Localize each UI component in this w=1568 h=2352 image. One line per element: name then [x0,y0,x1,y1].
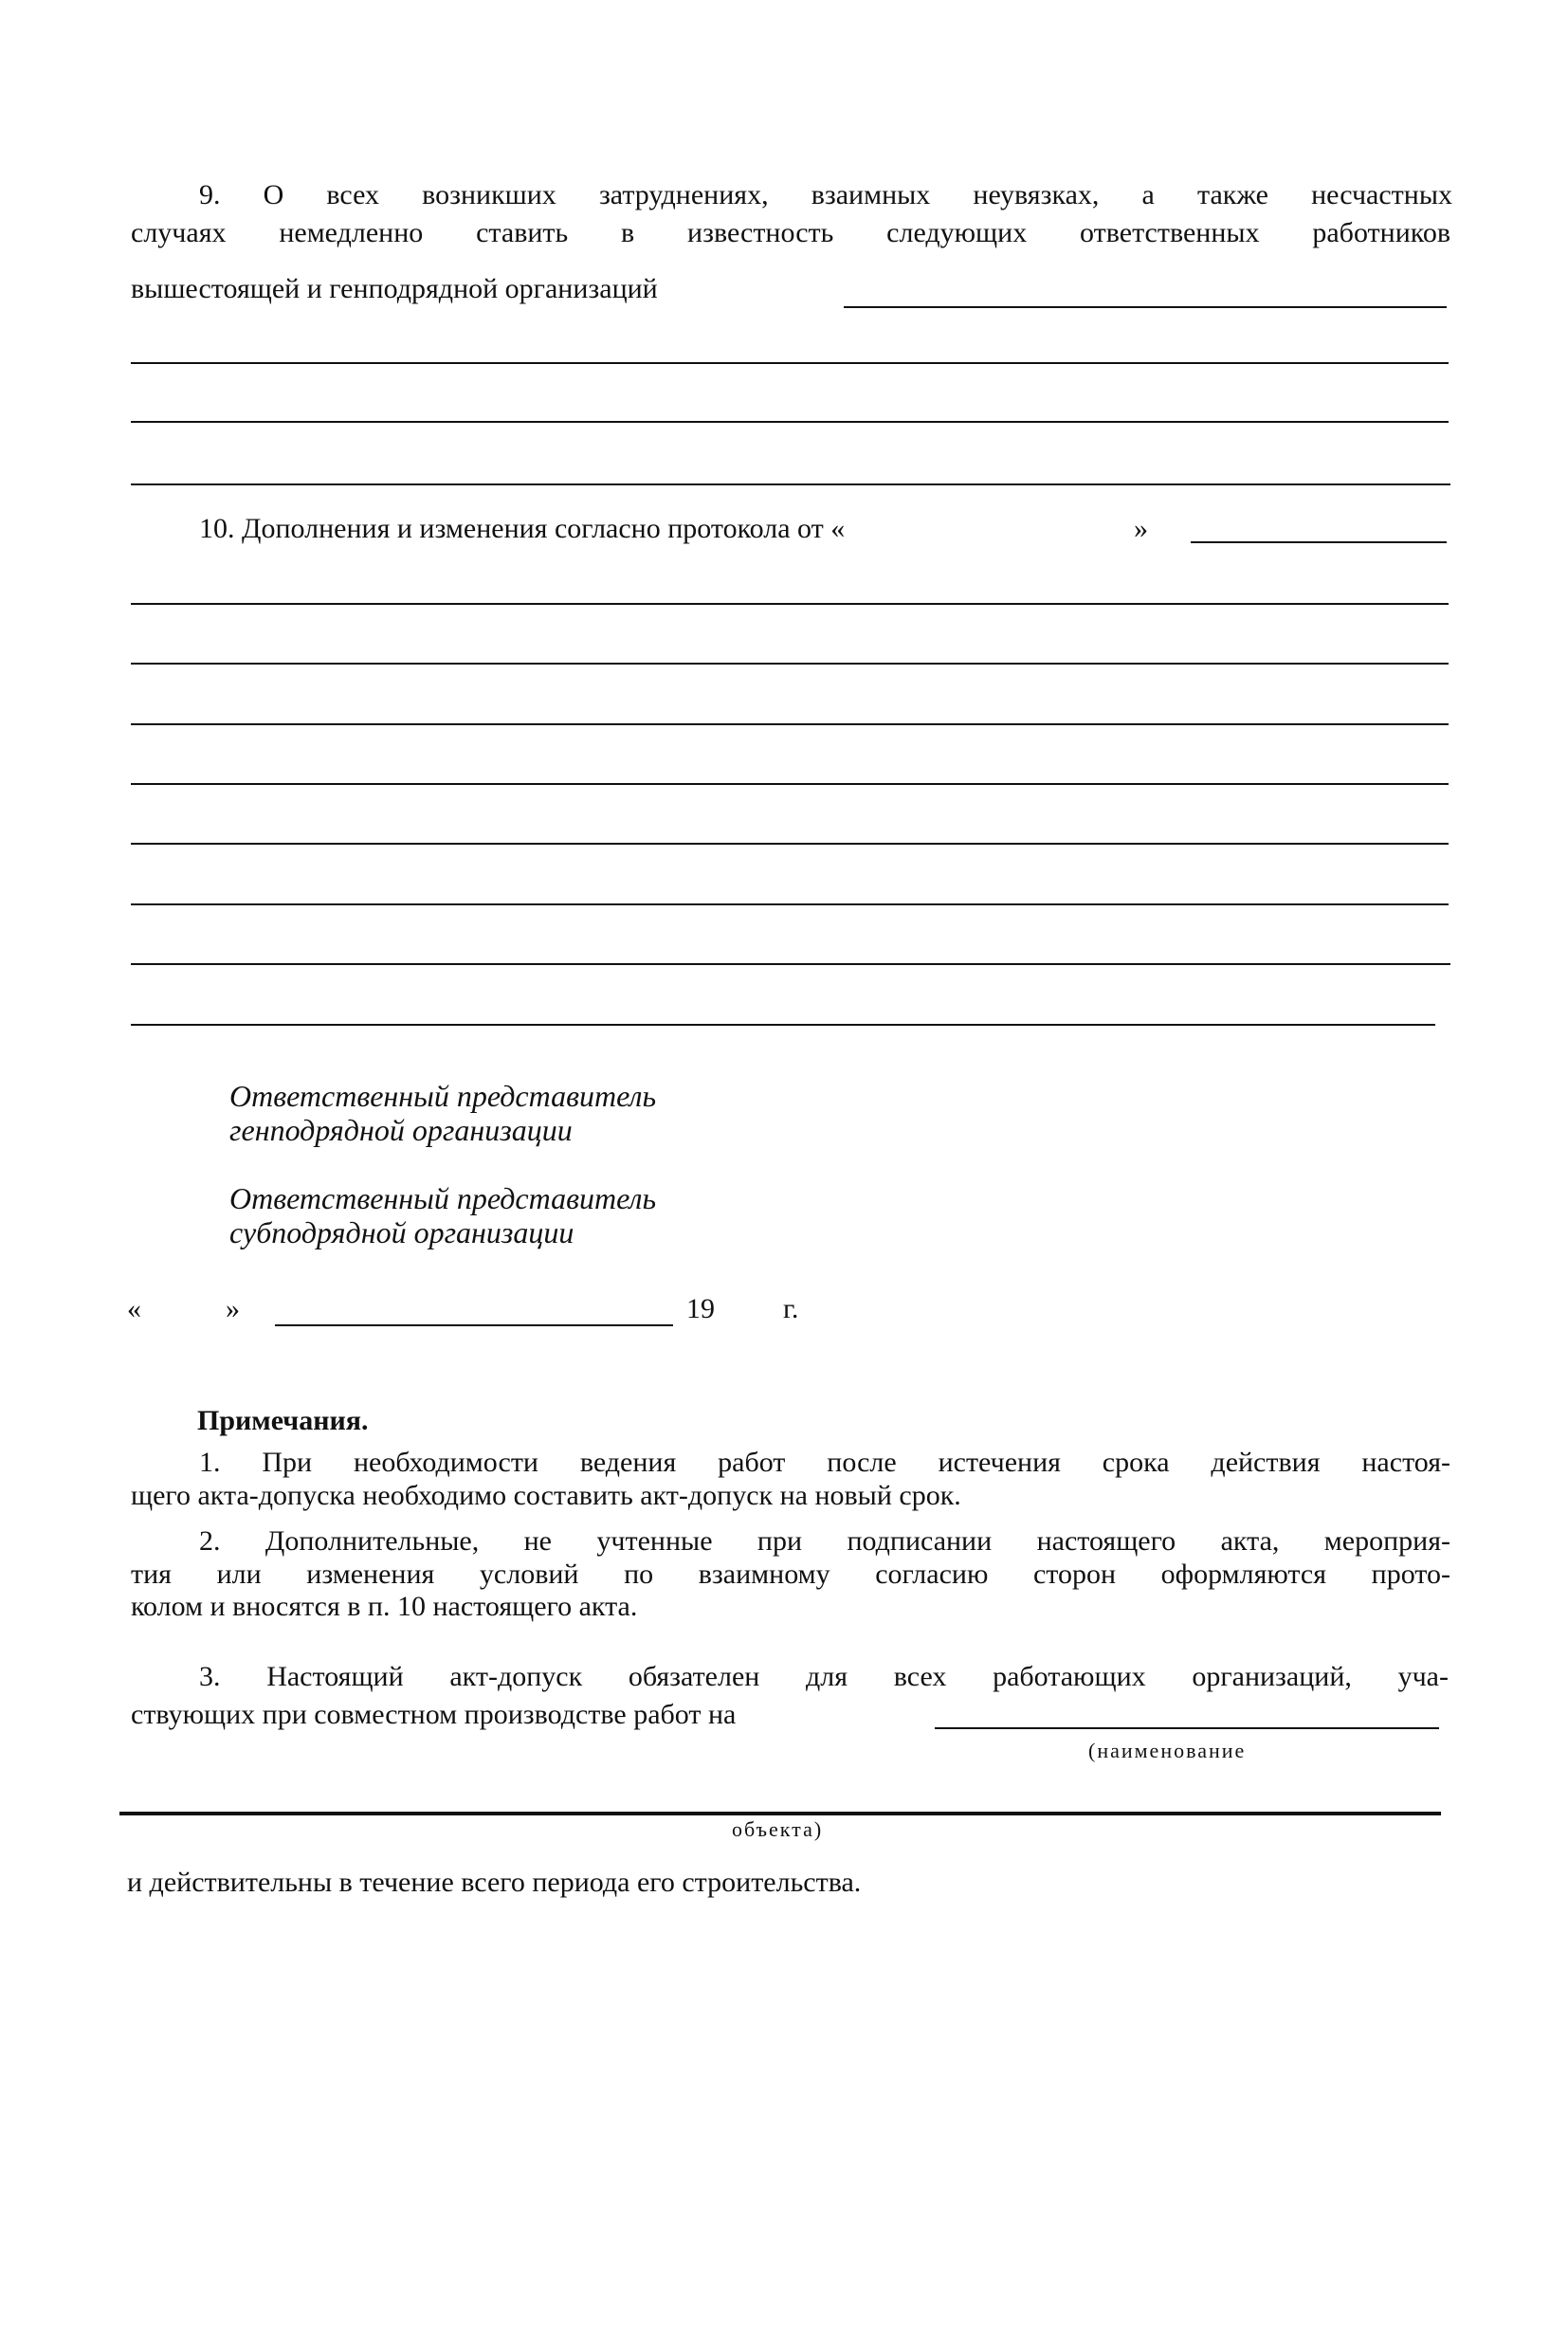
blank-line[interactable] [131,723,1449,725]
blank-line[interactable] [131,483,1450,485]
notes-title: Примечания. [197,1405,369,1436]
date-blank-line[interactable] [275,1324,673,1326]
note2-line3: колом и вносятся в п. 10 настоящего акта. [131,1591,638,1622]
note3-line3: и действительны в течение всего периода его строительства. [127,1867,862,1898]
blank-line[interactable] [131,663,1449,665]
blank-line[interactable] [131,1024,1435,1026]
item10-close-quote: » [1134,513,1148,544]
object-caption-2: объекта) [732,1817,824,1841]
date-year-prefix: 19 [686,1293,715,1324]
rep1-title-line1: Ответственный представитель [229,1079,657,1113]
item10-text: 10. Дополнения и изменения согласно протокола от « [199,513,846,544]
rep2-title-line1: Ответственный представитель [229,1181,657,1215]
blank-line[interactable] [131,843,1449,845]
blank-line[interactable] [844,306,1447,308]
protocol-blank-line[interactable] [1191,541,1447,543]
rep2-title-line2: субподрядной организации [229,1215,574,1249]
rep1-title-line2: генподрядной организации [229,1113,573,1147]
blank-line[interactable] [131,421,1449,423]
note1-line1: 1. При необходимости ведения работ после истечения срока действия настоя- [199,1447,1450,1478]
blank-line[interactable] [131,362,1449,364]
item9-line3: вышестоящей и генподрядной организаций [131,273,658,304]
item9-line1: 9. О всех возникших затруднениях, взаимных неувязках, а также несчастных [199,179,1452,210]
object-name-blank-line[interactable] [935,1727,1439,1729]
note2-line2: тия или изменения условий по взаимному согласию сторон оформляются прото- [131,1559,1450,1590]
date-close-quote: » [226,1293,240,1324]
blank-line[interactable] [131,603,1449,605]
note2-line1: 2. Дополнительные, не учтенные при подписании настоящего акта, мероприя- [199,1525,1450,1557]
date-year-suffix: г. [783,1293,799,1324]
object-caption-1: (наименование [1088,1739,1247,1762]
note3-line2: ствующих при совместном производстве работ на [131,1699,737,1730]
note3-line1: 3. Настоящий акт-допуск обязателен для всех работающих организаций, уча- [199,1661,1449,1692]
date-open-quote: « [127,1293,141,1324]
item9-line2: случаях немедленно ставить в известность следующих ответственных работников [131,217,1450,248]
note1-line2: щего акта-допуска необходимо составить акт-допуск на новый срок. [131,1480,961,1511]
blank-line[interactable] [131,963,1450,965]
blank-line[interactable] [131,783,1449,785]
blank-line[interactable] [131,903,1449,905]
